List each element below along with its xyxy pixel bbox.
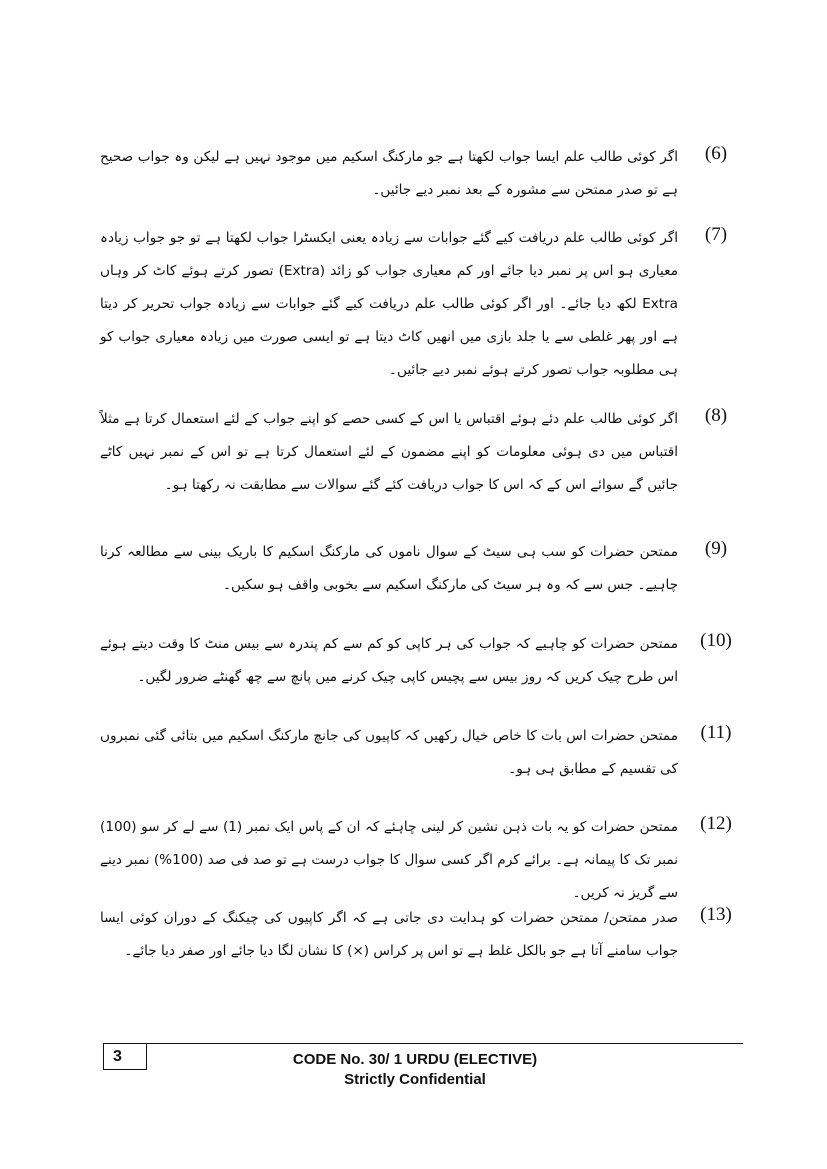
- item-text: صدر ممتحن/ ممتحن حضرات کو ہدایت دی جاتی ہے کہ اگر کاپیوں کی چیکنگ کے دوران کوئی ایسا جواب سامنے آتا ہے جو بالکل غلط ہے تو اس پر کراس (×) کا نشان لگا دیا جائے اور صفر دیا جائے۔: [100, 910, 678, 959]
- page-number: 3: [103, 1043, 147, 1070]
- instruction-6: [100, 141, 740, 207]
- item-number: (13): [700, 904, 732, 925]
- instruction-10: [100, 628, 740, 694]
- instruction-13: [100, 902, 740, 968]
- item-text: اگر کوئی طالب علم ایسا جواب لکھتا ہے جو مارکنگ اسکیم میں موجود نہیں ہے لیکن وہ جواب صحیح ہے تو صدر ممتحن سے مشورہ کے بعد نمبر دیے جائیں۔: [100, 149, 678, 198]
- instruction-11: [100, 720, 740, 786]
- item-text: اگر کوئی طالب علم دریافت کیے گئے جوابات سے زیادہ یعنی ایکسٹرا جواب لکھتا ہے تو جو جواب زیادہ معیاری ہو اس پر نمبر دیا جائے اور کم معیاری جواب کو زائد (Extra) تصور کرتے ہوئے کاٹ کر وہاں Extra لکھ دیا جائے۔ اور اگر کوئی طالب علم دریافت کیے گئے جوابات سے زیادہ جواب تحریر کر دیتا ہے اور پھر غلطی سے یا جلد بازی میں انھیں کاٹ دیتا ہے تو ایسی صورت میں زیادہ معیاری جواب کو ہی مطلوبہ جواب تصور کرتے ہوئے نمبر دیے جائیں۔: [100, 230, 678, 378]
- item-text: ممتحن حضرات کو چاہیے کہ جواب کی ہر کاپی کو کم سے کم پندرہ سے بیس منٹ کا وقت دیتے ہوئے اس طرح چیک کریں کہ روز بیس سے پچیس کاپی چیک کرنے میں پانچ سے چھ گھنٹے ضرور لگیں۔: [100, 636, 678, 685]
- instruction-8: [100, 403, 740, 502]
- item-text: اگر کوئی طالب علم دئے ہوئے اقتباس یا اس کے کسی حصے کو اپنے جواب کے لئے استعمال کرتا ہے مثلاً اقتباس میں دی ہوئی معلومات کو اپنے مضمون کے لئے استعمال کرتا ہے تو اس کے نمبر نہیں کاٹے جائیں گے سوائے اس کے کہ اس کا جواب دریافت کئے گئے سوالات سے مطابقت نہ رکھتا ہو۔: [100, 411, 678, 493]
- item-number: (10): [700, 630, 732, 651]
- footer-code: [230, 1050, 600, 1090]
- instruction-12: [100, 811, 740, 910]
- item-number: (8): [704, 405, 728, 426]
- item-number: (12): [700, 813, 732, 834]
- instruction-7: [100, 222, 740, 387]
- instruction-9: [100, 536, 740, 602]
- confidential-line: Strictly Confidential: [344, 1071, 486, 1088]
- item-number: (7): [704, 224, 728, 245]
- item-number: (11): [700, 722, 732, 743]
- item-text: ممتحن حضرات کو یہ بات ذہن نشین کر لینی چاہئے کہ ان کے پاس ایک نمبر (1) سے لے کر سو (100) نمبر تک کا پیمانہ ہے۔ برائے کرم اگر کسی سوال کا جواب درست ہے تو صد فی صد (100%) نمبر دینے سے گریز نہ کریں۔: [100, 819, 678, 901]
- item-text: ممتحن حضرات اس بات کا خاص خیال رکھیں کہ کاپیوں کی جانچ مارکنگ اسکیم میں بتائی گئی نمبروں کی تقسیم کے مطابق ہی ہو۔: [100, 728, 678, 777]
- item-number: (6): [704, 143, 728, 164]
- item-text: ممتحن حضرات کو سب ہی سیٹ کے سوال ناموں کی مارکنگ اسکیم کا باریک بینی سے مطالعہ کرنا چاہیے۔ جس سے کہ وہ ہر سیٹ کی مارکنگ اسکیم سے بخوبی واقف ہو سکیں۔: [100, 544, 678, 593]
- footer-divider: [103, 1043, 743, 1044]
- item-number: (9): [704, 538, 728, 559]
- code-line: CODE No. 30/ 1 URDU (ELECTIVE): [292, 1051, 538, 1068]
